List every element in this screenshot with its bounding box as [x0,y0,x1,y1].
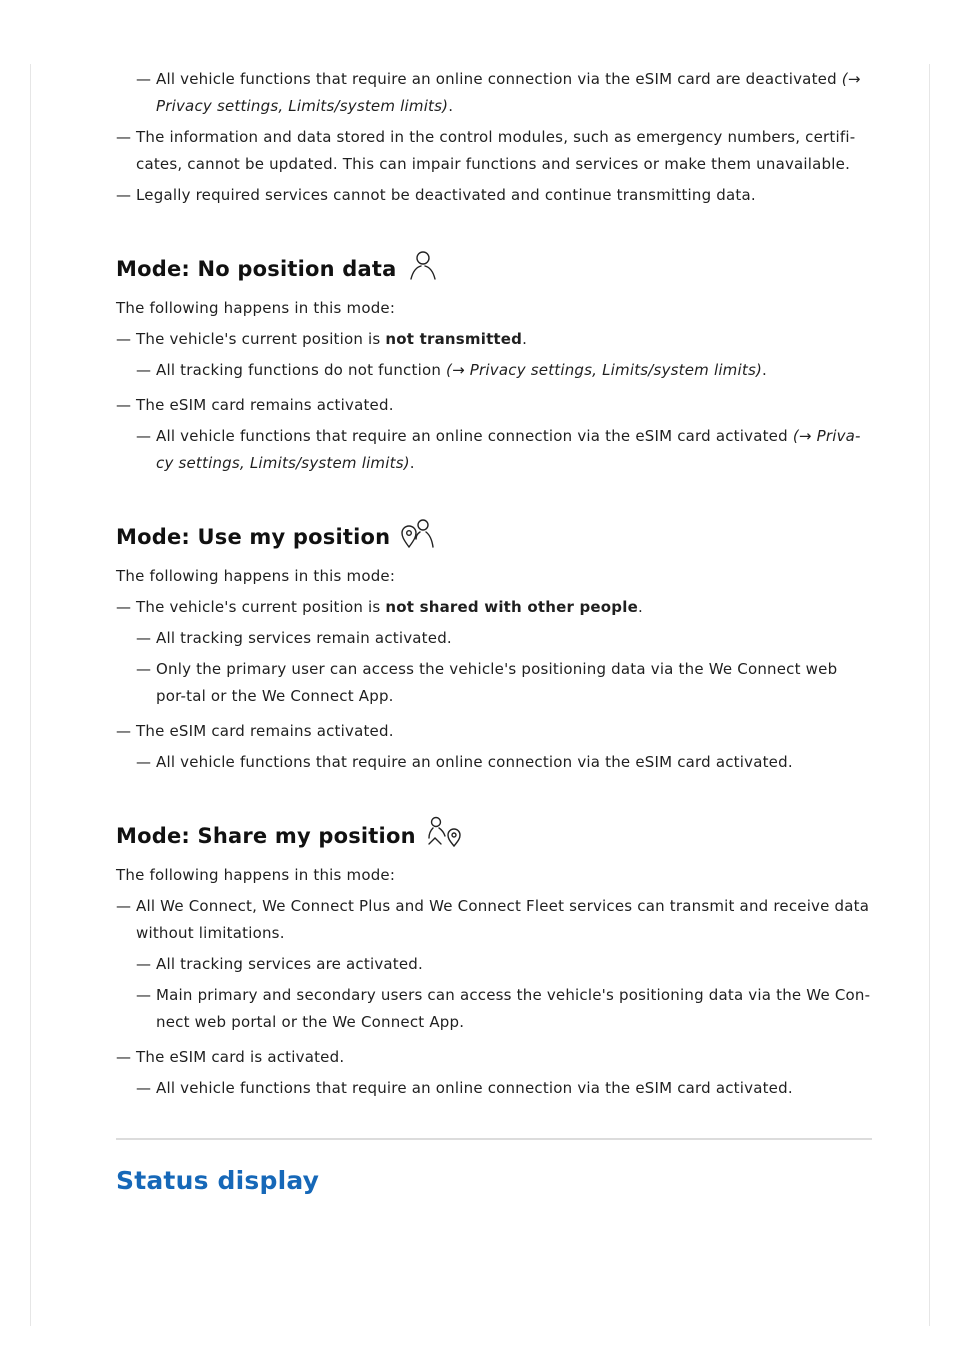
status-display-heading: Status display [116,1166,320,1195]
list-subitem: — Main primary and secondary users can access the vehicle's positioning data via the We Con-nect web portal or the We Connect App. [136,986,871,1031]
manual-page [116,66,872,1198]
section-intro: The following happens in this mode: [116,567,396,585]
share-position-icon [426,816,462,856]
list-subitem: — All vehicle functions that require an online connection via the eSIM card activated. [136,753,793,771]
section-intro: The following happens in this mode: [116,866,396,884]
list-item: — The vehicle's current position is not shared with other people. [116,598,643,616]
pin-person-icon [400,517,436,557]
list-item: — All vehicle functions that require an online connection via the eSIM card are deactivated (→ Privacy settings, Limits/system limits). [136,70,861,115]
cross-reference-link[interactable]: (→ Privacy settings, Limits/system limits) [446,361,763,379]
list-item: — Legally required services cannot be deactivated and continue transmitting data. [116,186,756,204]
cross-reference-link[interactable]: (→ Priva-cy settings, Limits/system limits) [156,427,861,472]
top-list [136,66,872,120]
list-item: — The information and data stored in the control modules, such as emergency numbers, certifi-cates, cannot be updated. This can impair functions and services or make them unavailable. [116,128,856,173]
list-item: — The eSIM card is activated. [116,1048,345,1066]
list-item: — The vehicle's current position is not transmitted. [116,330,528,348]
section-intro: The following happens in this mode: [116,299,396,317]
section-heading-use-position: Mode: Use my position [116,517,872,557]
page-border-right [929,64,930,1326]
list-subitem: — All tracking functions do not function (→ Privacy settings, Limits/system limits). [136,361,767,379]
list-subitem: — All tracking services remain activated. [136,629,452,647]
list-subitem: — All vehicle functions that require an online connection via the eSIM card activated. [136,1079,793,1097]
list-subitem: — All tracking services are activated. [136,955,423,973]
list-item: — All We Connect, We Connect Plus and We Connect Fleet services can transmit and receive data without limitations. [116,897,870,942]
cross-reference-link[interactable]: (→ Privacy settings, Limits/system limits) [156,70,861,115]
person-icon [407,249,439,289]
list-item: — The eSIM card remains activated. [116,722,394,740]
section-heading-no-position: Mode: No position data [116,249,872,289]
list-subitem: — All vehicle functions that require an online connection via the eSIM card activated (→ Priva-cy settings, Limits/system limits). [136,427,861,472]
list-item: — The eSIM card remains activated. [116,396,394,414]
section-heading-share-position: Mode: Share my position [116,816,872,856]
page-border-left [30,64,31,1326]
list-subitem: — Only the primary user can access the vehicle's positioning data via the We Connect web por-tal or the We Connect App. [136,660,838,705]
